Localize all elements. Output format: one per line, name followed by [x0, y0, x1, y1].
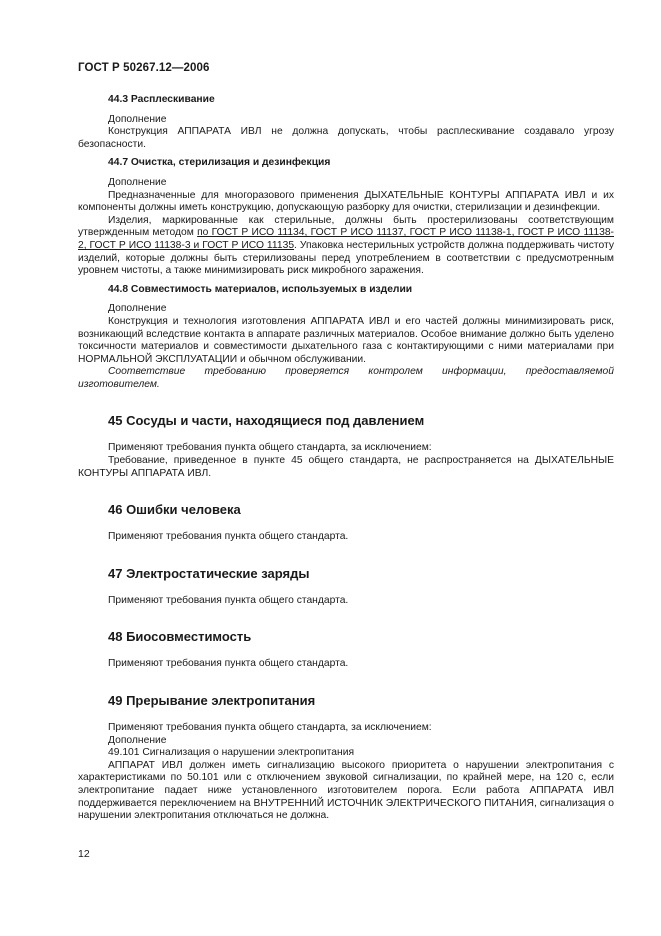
paragraph-text: Изделия, маркированные как стерильные, должны быть простерилизованы соответствующим утвержденным методом — [78, 214, 614, 239]
section-44-8-addition: Дополнение — [108, 303, 167, 315]
page-number: 12 — [78, 848, 90, 860]
section-49-101-subheading: 49.101 Сигнализация о нарушении электропитания — [108, 747, 355, 759]
section-44-8-paragraph-1: Конструкция и технология изготовления АППАРАТА ИВЛ и его частей должны минимизировать риск, возникающий вследствие контакта в аппарате различных материалов. Особое внимание должно быть уделено токсичности материалов и совместимости дыхательного газа с контактирующими с ними материалами при НОРМАЛЬНОЙ ЭКСПЛУАТАЦИИ и обычном обслуживании. — [78, 315, 614, 365]
document-header: ГОСТ Р 50267.12—2006 — [78, 62, 210, 74]
standards-reference: по ГОСТ Р ИСО 11134, ГОСТ Р ИСО 11137, ГОСТ Р ИСО 11138-1, ГОСТ Р ИСО 11138-2, ГОСТ Р ИСО 11138-3 и ГОСТ Р ИСО 11135 — [78, 227, 614, 251]
section-49-paragraph-2: АППАРАТ ИВЛ должен иметь сигнализацию высокого приоритета о нарушении электропитания с характеристиками по 50.101 или с отключением звуковой сигнализации, по крайней мере, на 120 с, если электропитание падает ниже установленного изготовителем порога. Если работа АППАРАТА ИВЛ поддерживается переключением на ВНУТРЕННИЙ ИСТОЧНИК ЭЛЕКТРИЧЕСКОГО ПИТАНИЯ, сигнализация о нарушении электропитания отключаться не должна. — [78, 759, 614, 822]
section-45-paragraph-2: Требование, приведенное в пункте 45 общего стандарта, не распространяется на ДЫХАТЕЛЬНЫЕ КОНТУРЫ АППАРАТА ИВЛ. — [78, 455, 614, 479]
section-44-3-addition: Дополнение — [108, 113, 167, 125]
section-44-7-heading: 44.7 Очистка, стерилизация и дезинфекция — [108, 157, 331, 169]
section-49-paragraph-1: Применяют требования пункта общего стандарта, за исключением: — [108, 722, 432, 734]
section-44-3-heading: 44.3 Расплескивание — [108, 94, 215, 105]
section-44-7-addition: Дополнение — [108, 176, 167, 188]
section-47-heading: 47 Электростатические заряды — [108, 565, 310, 581]
section-45-heading: 45 Сосуды и части, находящиеся под давлением — [108, 413, 425, 429]
section-49-heading: 49 Прерывание электропитания — [108, 693, 316, 709]
section-48-heading: 48 Биосовместимость — [108, 629, 252, 645]
section-47-paragraph: Применяют требования пункта общего стандарта. — [108, 594, 349, 606]
paragraph-text: . Упаковка нестерильных устройств должна поддерживать чистоту изделий, которые должны быть стерилизованы перед употреблением в соответствии с предусмотренным уровнем чистоты, а также минимизировать риск микробного заражения. — [78, 239, 614, 277]
section-44-3-text: Конструкция АППАРАТА ИВЛ не должна допускать, чтобы расплескивание создавало угрозу безопасности. — [78, 126, 614, 150]
section-44-8-heading: 44.8 Совместимость материалов, используемых в изделии — [108, 283, 413, 295]
section-48-paragraph: Применяют требования пункта общего стандарта. — [108, 658, 349, 670]
section-44-7-paragraph-1: Предназначенные для многоразового применения ДЫХАТЕЛЬНЫЕ КОНТУРЫ АППАРАТА ИВЛ и их компоненты должны иметь конструкцию, допускающую разборку для очистки, стерилизации и дезинфекции. — [78, 189, 614, 214]
section-46-heading: 46 Ошибки человека — [108, 502, 241, 518]
section-49-addition: Дополнение — [108, 734, 167, 746]
section-46-paragraph: Применяют требования пункта общего стандарта. — [108, 531, 349, 543]
section-44-8-compliance-note: Соответствие требованию проверяется контролем информации, предоставляемой изготовителем. — [78, 366, 614, 390]
section-45-paragraph-1: Применяют требования пункта общего стандарта, за исключением: — [108, 442, 432, 454]
section-44-7-paragraph-2 — [78, 215, 614, 278]
document-body — [78, 94, 614, 823]
